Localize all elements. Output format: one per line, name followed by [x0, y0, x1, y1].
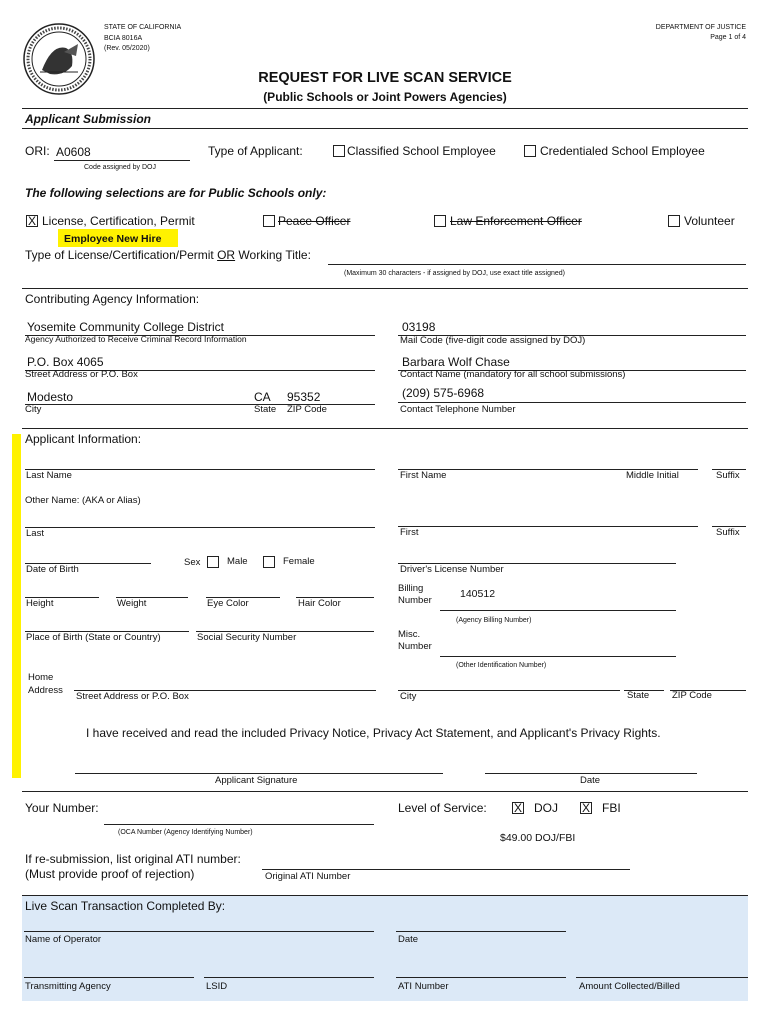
address-label: Address — [28, 685, 63, 696]
oca-number-input[interactable] — [104, 824, 374, 825]
first-name-caption: First Name — [400, 470, 447, 481]
service-fee: $49.00 DOJ/FBI — [500, 832, 576, 844]
last-name-input[interactable] — [25, 469, 375, 470]
home-state-caption: State — [627, 690, 650, 701]
billing-label-2: Number — [398, 595, 432, 606]
transmitting-agency-input[interactable] — [24, 977, 194, 978]
aka-last-caption: Last — [26, 528, 44, 539]
signature-date-caption: Date — [580, 775, 601, 786]
level-of-service-label: Level of Service: — [398, 801, 487, 815]
agency-city-caption: City — [25, 404, 42, 415]
contact-phone-input[interactable]: (209) 575-6968 — [402, 386, 485, 400]
ati-number-input[interactable] — [396, 977, 566, 978]
highlight-bar — [12, 434, 21, 778]
misc-label: Misc. — [398, 629, 421, 640]
law-enforcement-label: Law Enforcement Officer — [450, 214, 582, 228]
privacy-statement: I have received and read the included Privacy Notice, Privacy Act Statement, and Applicant's Privacy Rights. — [86, 726, 661, 740]
operator-input[interactable] — [24, 931, 374, 932]
submission-heading: Applicant Submission — [25, 112, 152, 126]
home-city-input[interactable] — [398, 690, 620, 691]
drivers-license-caption: Driver's License Number — [400, 564, 504, 575]
agency-state-caption: State — [254, 404, 277, 415]
license-label: License, Certification, Permit — [42, 214, 195, 228]
signature-date-input[interactable] — [485, 773, 697, 774]
lsid-caption: LSID — [206, 981, 228, 992]
mail-code-caption: Mail Code (five-digit code assigned by DOJ) — [400, 335, 586, 346]
amount-caption: Amount Collected/Billed — [579, 981, 680, 992]
agency-zip-input[interactable]: 95352 — [287, 390, 321, 404]
header-revision: (Rev. 05/2020) — [104, 45, 150, 52]
male-checkbox[interactable] — [207, 556, 219, 568]
working-title-caption: (Maximum 30 characters - if assigned by DOJ, use exact title assigned) — [344, 270, 565, 277]
female-label: Female — [283, 556, 315, 567]
original-ati-input[interactable] — [262, 869, 630, 870]
ori-caption: Code assigned by DOJ — [84, 164, 156, 171]
ori-input[interactable]: A0608 — [56, 145, 91, 159]
header-department: DEPARTMENT OF JUSTICE — [655, 24, 746, 31]
home-city-caption: City — [400, 691, 417, 702]
doj-label: DOJ — [534, 801, 558, 815]
weight-caption: Weight — [117, 598, 147, 609]
header-form-id: BCIA 8016A — [104, 35, 143, 42]
fbi-checkbox[interactable]: X — [581, 801, 590, 815]
amount-input[interactable] — [576, 977, 748, 978]
ssn-caption: Social Security Number — [197, 632, 297, 643]
operator-caption: Name of Operator — [25, 934, 102, 945]
transmitting-agency-caption: Transmitting Agency — [25, 981, 111, 992]
height-caption: Height — [26, 598, 54, 609]
misc-label-2: Number — [398, 641, 432, 652]
oca-caption: (OCA Number (Agency Identifying Number) — [118, 829, 253, 836]
completed-heading: Live Scan Transaction Completed By: — [25, 899, 226, 913]
billing-number-input[interactable]: 140512 — [460, 588, 496, 600]
billing-label: Billing — [398, 583, 424, 594]
peace-officer-checkbox[interactable] — [263, 215, 275, 227]
contact-phone-caption: Contact Telephone Number — [400, 404, 516, 415]
credentialed-checkbox[interactable] — [524, 145, 536, 157]
original-ati-caption: Original ATI Number — [265, 871, 351, 882]
doj-checkbox[interactable]: X — [513, 801, 522, 815]
classified-label: Classified School Employee — [347, 144, 496, 158]
volunteer-checkbox[interactable] — [668, 215, 680, 227]
other-name-label: Other Name: (AKA or Alias) — [25, 495, 141, 506]
agency-address-input[interactable]: P.O. Box 4065 — [27, 355, 104, 369]
resubmission-label: If re-submission, list original ATI number: — [25, 852, 241, 866]
contact-name-input[interactable]: Barbara Wolf Chase — [402, 355, 510, 369]
billing-caption: (Agency Billing Number) — [456, 617, 532, 624]
contact-name-caption: Contact Name (mandatory for all school submissions) — [400, 369, 626, 380]
volunteer-label: Volunteer — [684, 214, 735, 228]
last-name-caption: Last Name — [26, 470, 72, 481]
fbi-label: FBI — [602, 801, 621, 815]
home-zip-caption: ZIP Code — [672, 690, 712, 701]
license-checkbox[interactable]: X — [27, 214, 36, 228]
section-rule — [22, 108, 748, 109]
working-title-label: Type of License/Certification/Permit OR Working Title: — [25, 248, 311, 262]
classified-checkbox[interactable] — [333, 145, 345, 157]
completed-date-caption: Date — [398, 934, 419, 945]
agency-zip-caption: ZIP Code — [287, 404, 327, 415]
agency-name-input[interactable]: Yosemite Community College District — [27, 320, 224, 334]
signature-input[interactable] — [75, 773, 443, 774]
aka-suffix-caption: Suffix — [716, 527, 740, 538]
sex-label: Sex — [184, 557, 201, 568]
agency-city-input[interactable]: Modesto — [27, 390, 74, 404]
home-label: Home — [28, 672, 54, 683]
completed-date-input[interactable] — [396, 931, 566, 932]
signature-caption: Applicant Signature — [215, 775, 298, 786]
female-checkbox[interactable] — [263, 556, 275, 568]
law-enforcement-checkbox[interactable] — [434, 215, 446, 227]
agency-name-caption: Agency Authorized to Receive Criminal Record Information — [25, 334, 247, 344]
lsid-input[interactable] — [204, 977, 374, 978]
resubmission-note: (Must provide proof of rejection) — [25, 867, 195, 881]
hair-color-caption: Hair Color — [298, 598, 341, 609]
agency-state-input[interactable]: CA — [254, 390, 271, 404]
agency-heading: Contributing Agency Information: — [25, 292, 200, 306]
aka-first-input[interactable] — [398, 526, 698, 527]
aka-last-input[interactable] — [25, 527, 375, 528]
male-label: Male — [227, 556, 248, 567]
home-street-caption: Street Address or P.O. Box — [76, 691, 189, 702]
section-rule — [22, 128, 748, 129]
misc-caption: (Other Identification Number) — [456, 662, 547, 669]
working-title-value[interactable]: Employee New Hire — [64, 233, 162, 245]
mail-code-input[interactable]: 03198 — [402, 320, 436, 334]
your-number-label: Your Number: — [25, 801, 99, 815]
header-state: STATE OF CALIFORNIA — [104, 24, 182, 31]
type-of-applicant-label: Type of Applicant: — [208, 144, 303, 158]
page-title: REQUEST FOR LIVE SCAN SERVICE — [258, 70, 512, 86]
eye-color-caption: Eye Color — [207, 598, 249, 609]
peace-officer-label: Peace Officer — [278, 214, 351, 228]
page-subtitle: (Public Schools or Joint Powers Agencies) — [263, 90, 507, 104]
aka-first-caption: First — [400, 527, 419, 538]
credentialed-label: Credentialed School Employee — [540, 144, 705, 158]
dob-caption: Date of Birth — [26, 564, 79, 575]
ati-number-caption: ATI Number — [398, 981, 449, 992]
ori-label: ORI: — [25, 144, 50, 158]
suffix-caption: Suffix — [716, 470, 740, 481]
public-schools-heading: The following selections are for Public Schools only: — [25, 186, 327, 200]
misc-number-input[interactable] — [440, 656, 676, 657]
header-page: Page 1 of 4 — [710, 34, 746, 41]
agency-address-caption: Street Address or P.O. Box — [25, 369, 138, 380]
applicant-heading: Applicant Information: — [25, 432, 142, 446]
pob-caption: Place of Birth (State or Country) — [26, 632, 161, 643]
middle-initial-caption: Middle Initial — [626, 470, 679, 481]
